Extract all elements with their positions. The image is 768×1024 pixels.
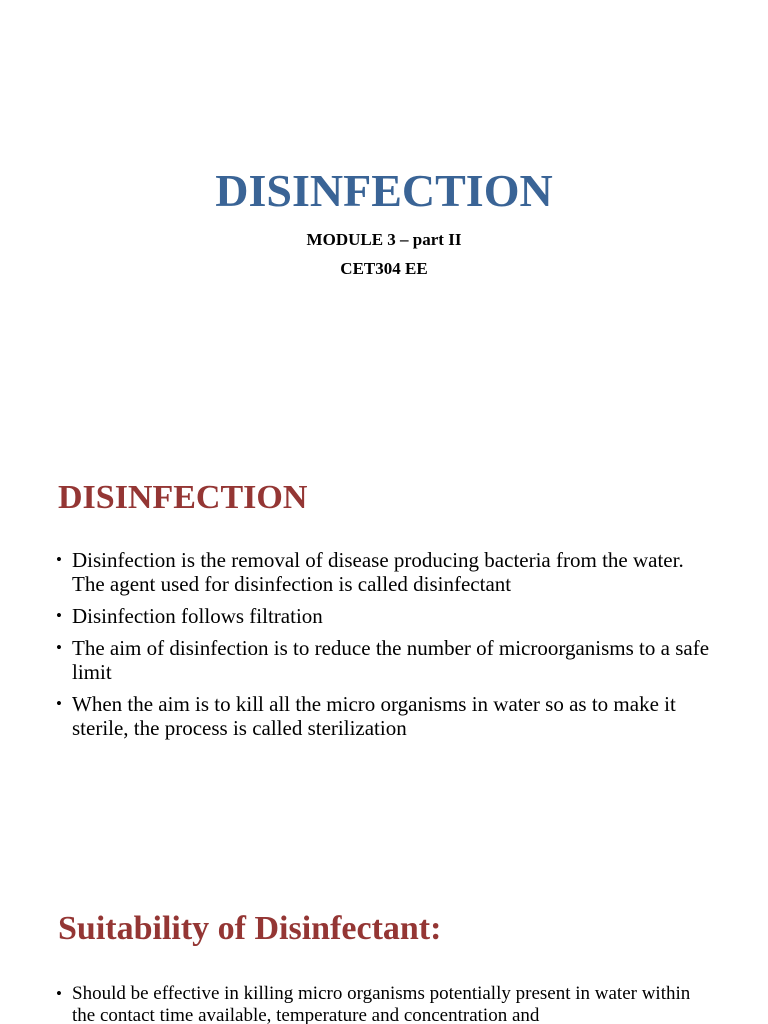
list-item [56,636,716,684]
subtitle-module: MODULE 3 – part II [306,230,462,249]
suitability-slide [0,893,768,1024]
bullet-text: When the aim is to kill all the micro organisms in water so as to make it sterile, the process is called sterilization [72,692,676,740]
list-item [56,548,716,596]
bullet-text: Should be effective in killing micro organisms potentially present in water within the contact time available, temperature and concentration and [72,983,691,1024]
bullet-icon: • [56,984,62,1003]
bullet-icon: • [56,694,62,713]
slide-heading: Suitability of Disinfectant: [58,910,442,947]
bullet-text: The aim of disinfection is to reduce the number of microorganisms to a safe limit [72,636,710,684]
bullet-icon: • [56,606,62,625]
bullet-text: Disinfection follows filtration [72,604,323,628]
bullet-list [56,548,716,748]
disinfection-slide [0,460,768,880]
title-slide [0,0,768,432]
list-item [56,983,716,1024]
main-title: DISINFECTION [215,165,553,216]
list-item [56,692,716,740]
bullet-text: Disinfection is the removal of disease producing bacteria from the water. The agent used for disinfection is called disinfectant [72,548,684,596]
bullet-icon: • [56,550,62,569]
subtitle-course-code: CET304 EE [340,259,428,278]
list-item [56,604,716,628]
slide-heading: DISINFECTION [58,479,308,516]
bullet-list [56,983,716,1024]
bullet-icon: • [56,638,62,657]
